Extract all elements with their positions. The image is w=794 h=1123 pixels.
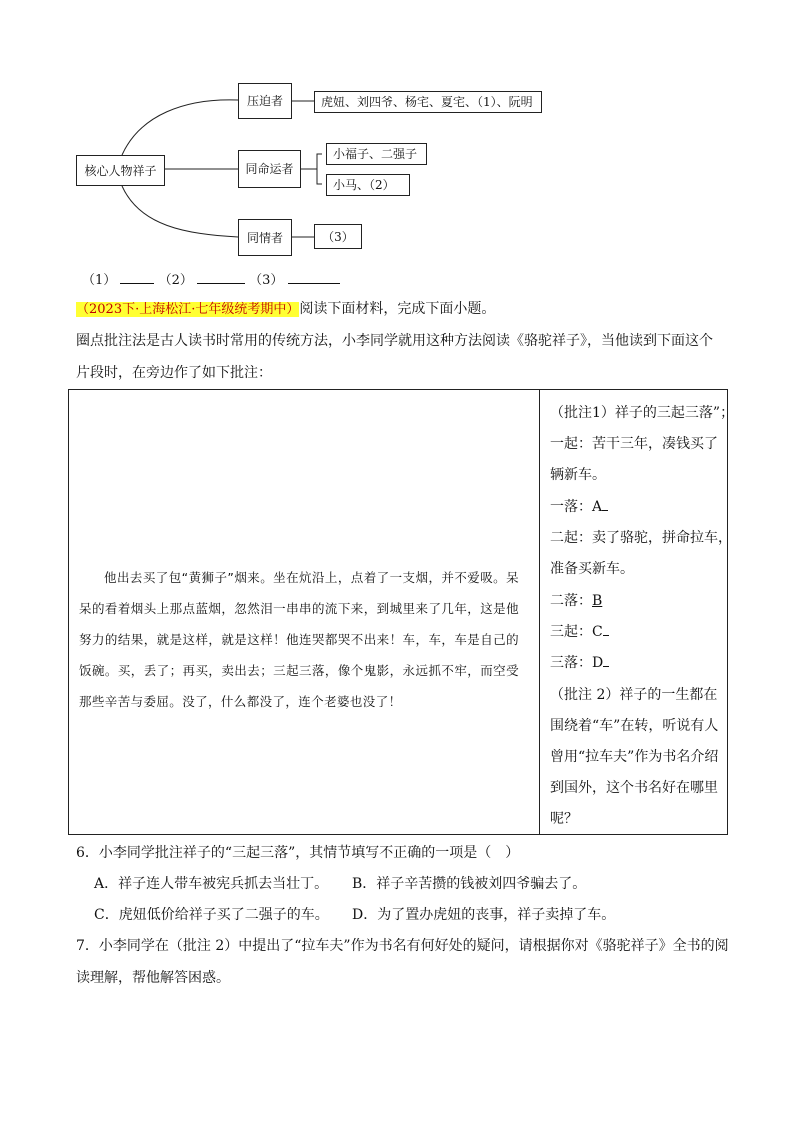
q6-stem: 6．小李同学批注祥子的“三起三落”，其情节填写不正确的一项是（ ）: [76, 845, 520, 861]
q6-option-b[interactable]: B．祥子辛苦攒的钱被刘四爷骗去了。: [352, 876, 587, 892]
blank-a[interactable]: [602, 499, 608, 511]
note1-rise1-a: 一起：苦干三年，凑钱买了: [550, 436, 718, 452]
mind-map-connectors: [0, 0, 794, 280]
annotation-table: [68, 389, 735, 835]
note2-line-d: 到国外，这个书名好在哪里: [550, 780, 718, 796]
passage-cell: [69, 390, 540, 835]
q6-option-d[interactable]: D．为了置办虎妞的丧事，祥子卖掉了车。: [352, 907, 616, 923]
notes-cell: [540, 390, 735, 835]
note1-fall2: 二落：B: [550, 593, 603, 609]
note1-fall1: 一落：A: [550, 496, 608, 516]
oppressor-list: 虎妞、刘四爷、杨宅、夏宅、（1）、阮明: [314, 91, 542, 113]
answer-label-2: （2）: [158, 273, 193, 288]
intro-line-1: 圈点批注法是古人读书时常用的传统方法，小李同学就用这种方法阅读《骆驼祥子》，当他读到下面这个: [76, 333, 713, 349]
answer-blank-1[interactable]: [120, 272, 154, 284]
fate-item-2: 小马、（2）: [326, 174, 410, 196]
note2-line-e: 呢？: [550, 811, 578, 827]
sympathy-item: （3）: [314, 224, 362, 249]
answer-blank-3[interactable]: [288, 272, 340, 284]
q7-line-2: 读理解，帮他解答困惑。: [76, 970, 230, 986]
q7-line-1: 7．小李同学在（批注 2）中提出了“拉车夫”作为书名有何好处的疑问，请根据你对《骆驼祥子》全书的阅: [76, 938, 729, 954]
source-tag: （2023下·上海松江·七年级统考期中）: [76, 302, 300, 317]
note1-rise2-a: 二起：卖了骆驼，拼命拉车，: [550, 530, 732, 546]
source-instruction: 阅读下面材料，完成下面小题。: [299, 301, 496, 317]
note2-line-a: （批注 2）祥子的一生都在: [550, 687, 718, 703]
fate-item-1: 小福子、二强子: [326, 143, 427, 165]
answer-blanks: [82, 272, 340, 287]
note1-rise3: 三起：C: [550, 621, 609, 641]
source-line: [76, 302, 495, 316]
note1-rise2-b: 准备买新车。: [550, 561, 634, 577]
answer-label-1: （1）: [82, 273, 117, 288]
bracket-fate: [317, 154, 322, 184]
answer-blank-2[interactable]: [197, 272, 245, 284]
sympathy-node: 同情者: [238, 219, 292, 256]
curve-upper: [122, 100, 238, 155]
fate-node: 同命运者: [238, 150, 301, 188]
q6-option-a[interactable]: A．祥子连人带车被宪兵抓去当壮丁。: [94, 876, 329, 892]
intro-line-2: 片段时，在旁边作了如下批注：: [76, 365, 272, 381]
curve-lower: [122, 186, 238, 237]
passage-text: 他出去买了包“黄狮子”烟来。坐在炕沿上，点着了一支烟，并不爱吸。呆呆的看着烟头上那点蓝烟，忽然泪一串串的流下来，到城里来了几年，这是他努力的结果，就是这样，就是这样！他连哭都哭不出来！车，车，车是自己的饭碗。买，丢了；再买，卖出去；三起三落，像个鬼影，永远抓不牢，而空受那些辛苦与委屈。没了，什么都没了，连个老婆也没了！: [79, 570, 519, 709]
note2-line-b: 围绕着“车”在转，听说有人: [550, 718, 719, 734]
note1-title: （批注1）祥子的三起三落”；: [550, 405, 735, 421]
note1-fall3: 三落：D: [550, 652, 609, 672]
blank-d[interactable]: [603, 655, 609, 667]
blank-c[interactable]: [603, 624, 609, 636]
center-node: 核心人物祥子: [76, 155, 165, 186]
note1-rise1-b: 辆新车。: [550, 467, 606, 483]
blank-b[interactable]: B: [592, 593, 603, 609]
q6-option-c[interactable]: C．虎妞低价给祥子买了二强子的车。: [94, 907, 329, 923]
answer-label-3: （3）: [249, 273, 284, 288]
oppressor-node: 压迫者: [238, 83, 292, 119]
note2-line-c: 曾用“拉车夫”作为书名介绍: [550, 749, 719, 765]
